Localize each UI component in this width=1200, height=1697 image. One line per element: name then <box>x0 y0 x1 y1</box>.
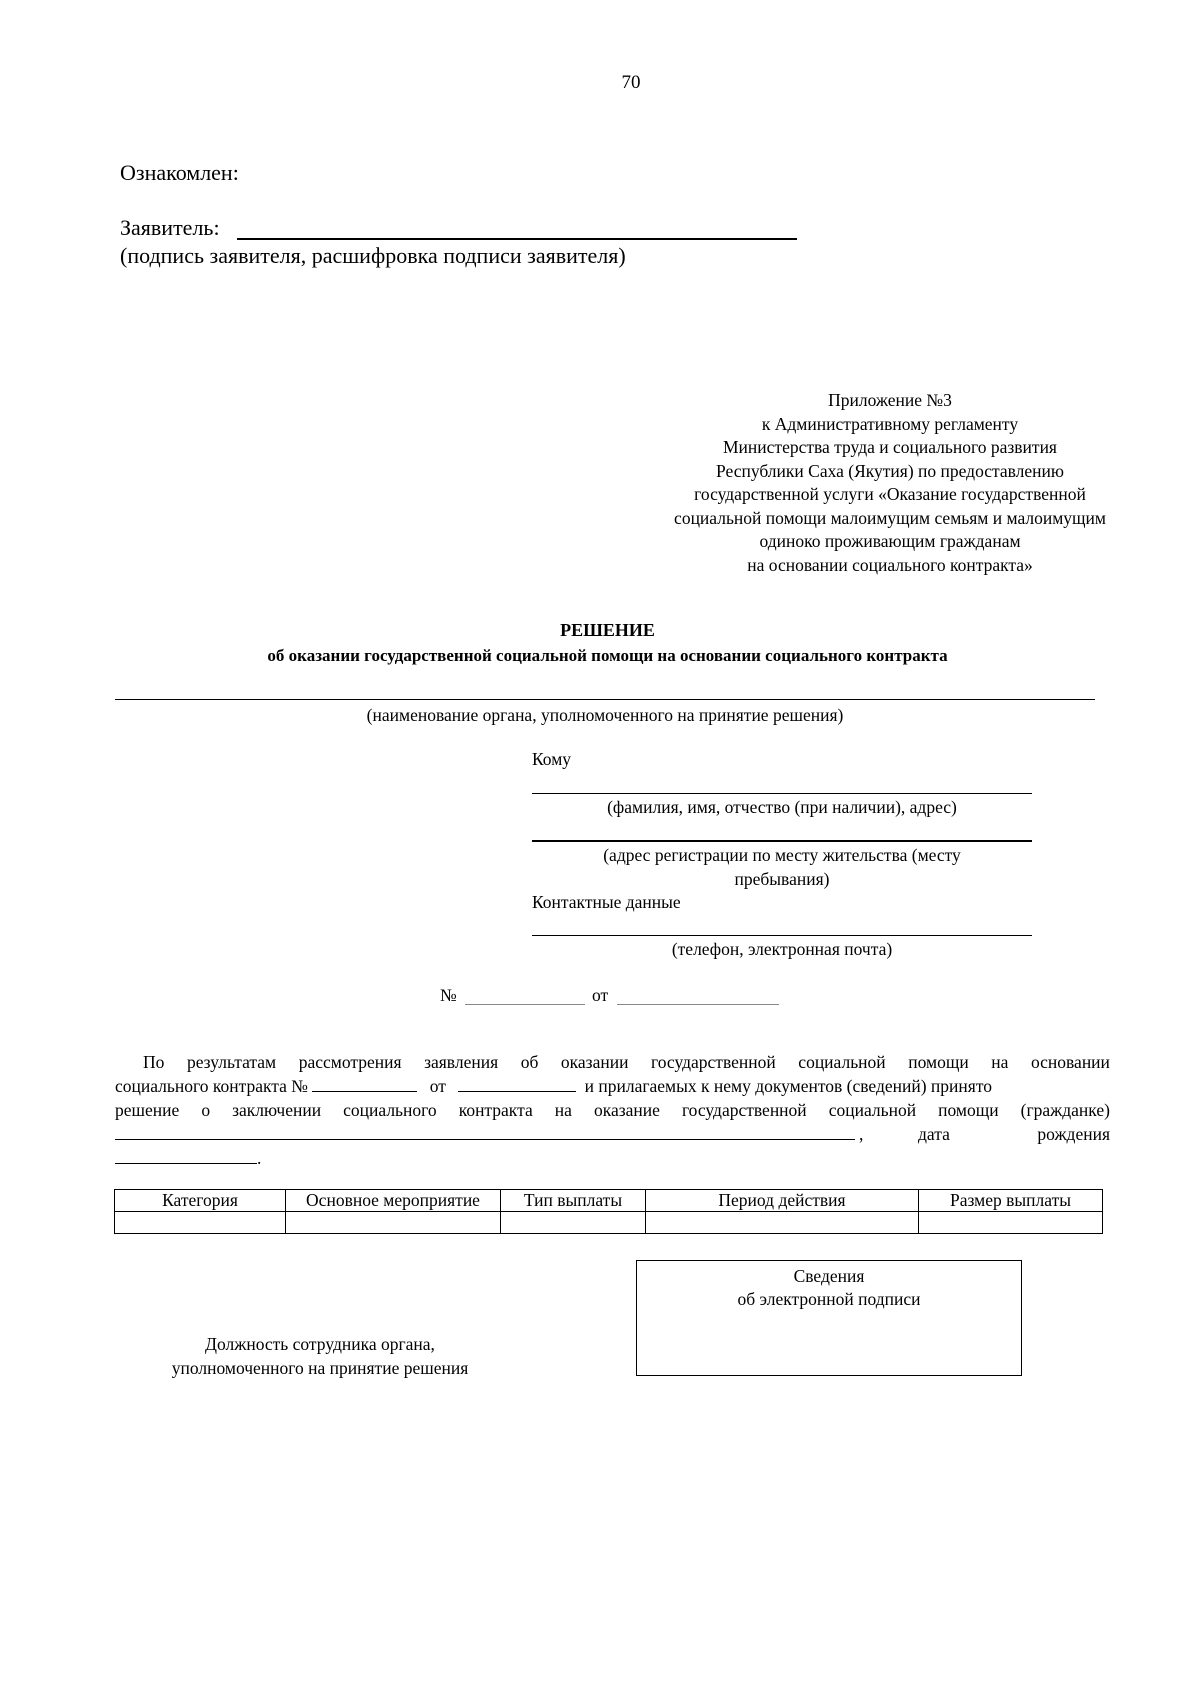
appendix-line: на основании социального контракта» <box>747 554 1033 575</box>
address-caption-1: (адрес регистрации по месту жительства (месту <box>603 845 961 865</box>
birth-date-label: дата <box>918 1124 950 1144</box>
contract-docs-text: и прилагаемых к нему документов (сведений) принято <box>584 1076 992 1096</box>
paragraph-line-3 <box>115 1098 1110 1122</box>
appendix-line: государственной услуги «Оказание государственной <box>694 484 1086 504</box>
comma: , <box>859 1124 864 1144</box>
word: контракта <box>458 1100 533 1120</box>
word: помощи <box>908 1052 969 1072</box>
position-line-1: Должность сотрудника органа, <box>205 1334 435 1354</box>
word: на <box>554 1100 572 1120</box>
from-label: от <box>592 985 609 1005</box>
column-header: Тип выплаты <box>501 1190 646 1212</box>
column-header: Основное мероприятие <box>286 1190 501 1212</box>
table-cell <box>646 1212 919 1234</box>
word: заявления <box>424 1052 499 1072</box>
signature-caption: (подпись заявителя, расшифровка подписи заявителя) <box>120 243 626 268</box>
word: основании <box>1030 1052 1110 1072</box>
contacts-line <box>532 935 1032 936</box>
signature-box-line-1: Сведения <box>793 1266 865 1286</box>
appendix-line: Приложение №3 <box>828 390 952 410</box>
payments-table <box>114 1189 1103 1234</box>
applicant-label: Заявитель: <box>120 215 220 240</box>
word: социального <box>343 1100 437 1120</box>
decision-paragraph <box>115 1050 1110 1170</box>
birth-date-blank <box>115 1146 257 1164</box>
position-line-2: уполномоченного на принятие решения <box>171 1358 469 1378</box>
contract-number-blank <box>312 1074 417 1092</box>
contract-from-label: от <box>429 1076 446 1096</box>
word: помощи <box>938 1100 999 1120</box>
word: социальной <box>798 1052 886 1072</box>
column-header: Категория <box>115 1190 286 1212</box>
table-row <box>115 1212 1103 1234</box>
paragraph-line-4 <box>115 1122 1110 1146</box>
contacts-label: Контактные данные <box>532 892 681 912</box>
appendix-header <box>620 389 1160 577</box>
electronic-signature-box <box>636 1260 1022 1376</box>
word: на <box>991 1052 1009 1072</box>
column-header: Размер выплаты <box>919 1190 1103 1212</box>
period: . <box>257 1148 262 1168</box>
signature-box-line-2: об электронной подписи <box>737 1289 921 1309</box>
decision-subtitle: об оказании государственной социальной помощи на основании социального контракта <box>267 646 948 665</box>
paragraph-line-2 <box>115 1074 1110 1098</box>
word: государственной <box>681 1100 807 1120</box>
address-line <box>532 840 1032 842</box>
paragraph-line-5 <box>115 1146 1110 1170</box>
organ-caption: (наименование органа, уполномоченного на принятие решения) <box>366 705 844 725</box>
address-caption-2: пребывания) <box>734 869 830 889</box>
word: социальной <box>828 1100 917 1120</box>
table-header-row <box>115 1190 1103 1212</box>
name-caption: (фамилия, имя, отчество (при наличии), адрес) <box>607 797 957 817</box>
table-cell <box>286 1212 501 1234</box>
word: оказании <box>560 1052 629 1072</box>
word: рассмотрения <box>298 1052 402 1072</box>
to-label: Кому <box>532 749 572 769</box>
number-label: № <box>440 985 457 1005</box>
word: об <box>520 1052 539 1072</box>
contract-number-label: социального контракта № <box>115 1076 308 1096</box>
word: о <box>201 1100 211 1120</box>
paragraph-line-1 <box>115 1050 1110 1074</box>
citizen-name-blank <box>115 1122 855 1140</box>
word: государственной <box>651 1052 776 1072</box>
word: решение <box>115 1100 180 1120</box>
word: заключении <box>232 1100 322 1120</box>
contract-date-blank <box>458 1074 576 1092</box>
word: оказание <box>593 1100 660 1120</box>
appendix-line: Министерства труда и социального развития <box>723 437 1057 457</box>
word: (гражданке) <box>1020 1100 1110 1120</box>
applicant-signature-line <box>237 238 797 240</box>
appendix-line: к Административному регламенту <box>761 413 1019 434</box>
birth-date-label-2: рождения <box>1037 1124 1110 1144</box>
table-cell <box>115 1212 286 1234</box>
contacts-caption: (телефон, электронная почта) <box>671 939 893 959</box>
decision-title: РЕШЕНИЕ <box>560 620 655 640</box>
appendix-line: одиноко проживающим гражданам <box>759 531 1021 551</box>
page-number: 70 <box>621 72 641 93</box>
table-cell <box>501 1212 646 1234</box>
table-cell <box>919 1212 1103 1234</box>
appendix-line: социальной помощи малоимущим семьям и малоимущим <box>674 507 1106 528</box>
name-line <box>532 793 1032 794</box>
number-line <box>465 1004 585 1005</box>
word: По <box>143 1052 165 1072</box>
organ-name-line <box>115 699 1095 700</box>
word: результатам <box>186 1052 277 1072</box>
acknowledged-label: Ознакомлен: <box>120 160 239 185</box>
appendix-line: Республики Саха (Якутия) по предоставлению <box>715 460 1064 481</box>
date-line <box>617 1004 779 1005</box>
official-position <box>140 1332 500 1380</box>
column-header: Период действия <box>646 1190 919 1212</box>
